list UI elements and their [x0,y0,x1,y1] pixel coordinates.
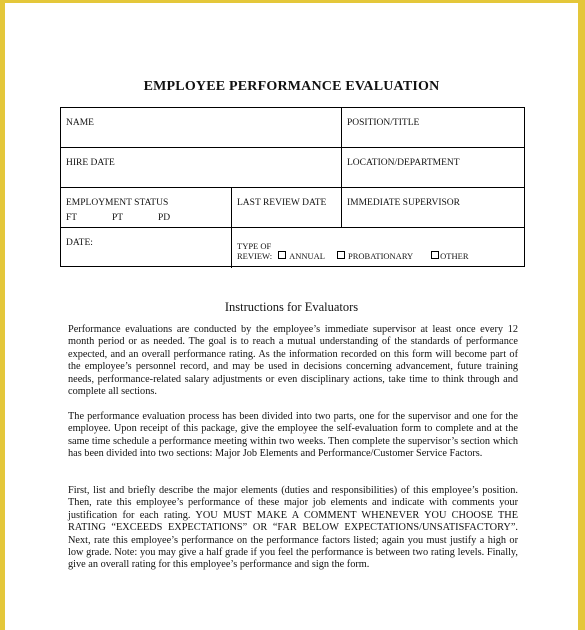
instructions-paragraph: Performance evaluations are conducted by the employee’s immediate supervisor at least once every 12 month period or as needed. The goal is to reach a mutual understanding of the standards of performance expected, and an overall performance rating. As the information recorded on this form will become part of the employee’s personnel record, and may be used in decisions concerning advancement, future training needs, performance-related salary adjustments or even disciplinary actions, take time to think through and complete all sections. [68,324,518,398]
review-label: REVIEW: [237,251,273,261]
date-field-label[interactable]: DATE: [66,238,93,248]
document-title: EMPLOYEE PERFORMANCE EVALUATION [143,79,440,94]
form-divider [61,227,524,228]
form-divider [231,187,232,268]
review-type-row [237,251,469,262]
position-title-field-label[interactable]: POSITION/TITLE [347,118,420,128]
annual-checkbox[interactable] [278,251,286,259]
form-divider [341,108,342,227]
probationary-checkbox[interactable] [337,251,345,259]
immediate-supervisor-field-label[interactable]: IMMEDIATE SUPERVISOR [347,198,460,208]
other-checkbox[interactable] [431,251,439,259]
annual-option-label: ANNUAL [289,251,325,261]
document-page [5,3,578,630]
form-divider [61,187,524,188]
name-field-label[interactable]: NAME [66,118,94,128]
status-ft-option[interactable]: FT [66,213,78,223]
instructions-heading: Instructions for Evaluators [224,300,359,314]
last-review-date-field-label[interactable]: LAST REVIEW DATE [237,198,327,208]
status-pd-option[interactable]: PD [158,213,171,223]
probationary-option-label: PROBATIONARY [347,251,414,261]
employment-status-label: EMPLOYMENT STATUS [66,198,169,208]
form-divider [61,147,524,148]
hire-date-field-label[interactable]: HIRE DATE [66,158,115,168]
status-pt-option[interactable]: PT [112,213,124,223]
location-department-field-label[interactable]: LOCATION/DEPARTMENT [347,158,460,168]
other-option-label: OTHER [440,251,469,261]
employee-info-form [60,107,525,267]
instructions-paragraph: The performance evaluation process has been divided into two parts, one for the supervisor and one for the employee. Upon receipt of this package, give the employee the self-evaluation form to complete and at the same time schedule a performance meeting within two weeks. Then complete the supervisor’s section which has been divided into two sections: Major Job Elements and Performance/Customer Service Factors. [68,411,518,460]
instructions-paragraph: First, list and briefly describe the major elements (duties and responsibilities) of this employee’s position. Then, rate this employee’s performance of these major job elements and indicate with comments your justification for each rating. YOU MUST MAKE A COMMENT WHENEVER YOU CHOOSE THE RATING “EXCEEDS EXPECTATIONS” OR “FAR BELOW EXPECTATIONS/UNSATISFACTORY”. Next, rate this employee’s performance on the performance factors listed; again you must justify a high or low grade. Note: you may give a half grade if you feel the performance is between two rating levels. Finally, give an overall rating for this employee’s performance and sign the form. [68,485,518,571]
type-of-label: TYPE OF [237,241,272,251]
